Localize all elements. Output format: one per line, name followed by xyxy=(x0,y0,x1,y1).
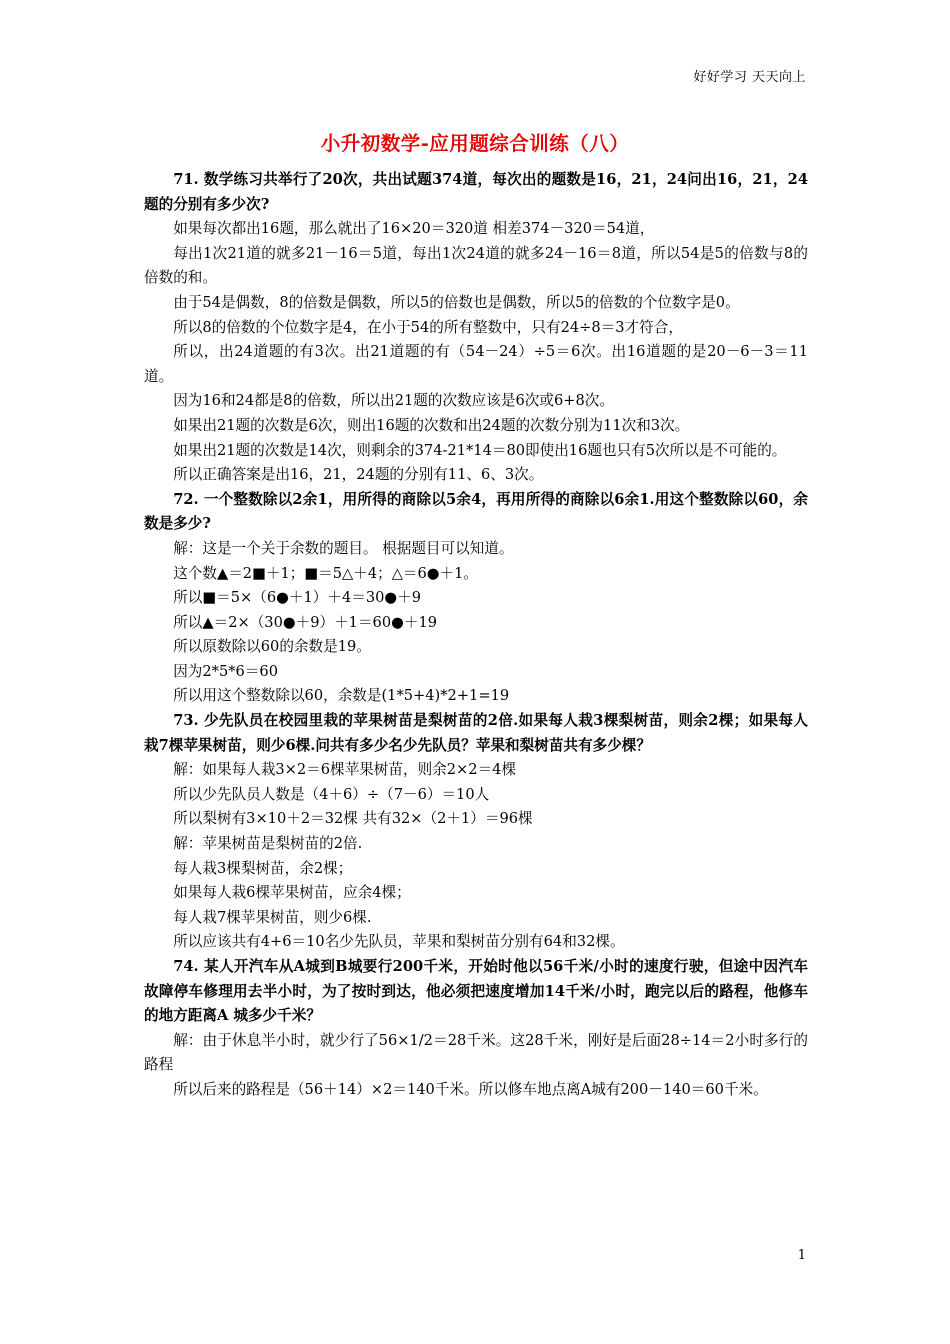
answer-paragraph: 所以梨树有3×10＋2＝32棵 共有32×（2＋1）＝96棵 xyxy=(173,810,533,828)
answer-paragraph: 所以少先队员人数是（4＋6）÷（7－6）＝10人 xyxy=(173,785,490,803)
question-paragraph: 74. 某人开汽车从A城到B城要行200千米，开始时他以56千米/小时的速度行驶，但途中因汽车故障停车修理用去半小时，为了按时到达，他必须把速度增加14千米/小时，跑完以后的路程，他修车的地方距离A 城多少千米？ xyxy=(144,958,808,1025)
question-paragraph: 72. 一个整数除以2余1，用所得的商除以5余4，再用所得的商除以6余1.用这个整数除以60，余数是多少? xyxy=(144,490,808,533)
answer-paragraph: 因为2*5*6＝60 xyxy=(173,662,278,680)
document-title: 小升初数学-应用题综合训练（八） xyxy=(320,132,630,155)
answer-paragraph: 因为16和24都是8的倍数，所以出21题的次数应该是6次或6+8次。 xyxy=(173,392,614,410)
answer-paragraph: 所以正确答案是出16，21，24题的分别有11、6、3次。 xyxy=(173,466,544,484)
answer-paragraph: 每人栽3棵梨树苗，余2棵； xyxy=(173,859,353,877)
answer-paragraph: 每人栽7棵苹果树苗，则少6棵. xyxy=(173,908,372,926)
page-number: 1 xyxy=(797,1248,806,1263)
answer-paragraph: 解：这是一个关于余数的题目。 根据题目可以知道。 xyxy=(173,539,514,557)
answer-paragraph: 所以▲＝2×（30●＋9）＋1＝60●＋19 xyxy=(173,613,438,631)
question-paragraph: 73. 少先队员在校园里栽的苹果树苗是梨树苗的2倍.如果每人栽3棵梨树苗，则余2棵；如果每人栽7棵苹果树苗，则少6棵.问共有多少名少先队员？苹果和梨树苗共有多少棵？ xyxy=(144,712,808,754)
answer-paragraph: 如果每次都出16题，那么就出了16×20＝320道 相差374－320＝54道， xyxy=(173,220,655,238)
answer-paragraph: 如果每人栽6棵苹果树苗，应余4棵； xyxy=(173,884,411,902)
answer-paragraph: 所以，出24道题的有3次。出21道题的有（54－24）÷5＝6次。出16道题的是20－6－3＝11道。 xyxy=(144,343,808,385)
answer-paragraph: 如果出21题的次数是6次，则出16题的次数和出24题的次数分别为11次和3次。 xyxy=(173,416,690,434)
answer-paragraph: 解：如果每人栽3×2＝6棵苹果树苗，则余2×2＝4棵 xyxy=(173,761,517,779)
question-paragraph: 71. 数学练习共举行了20次，共出试题374道，每次出的题数是16，21，24问出16，21，24题的分别有多少次? xyxy=(144,171,808,213)
answer-paragraph: 所以■＝5×（6●＋1）＋4＝30●＋9 xyxy=(173,589,422,607)
answer-paragraph: 所以用这个整数除以60，余数是(1*5+4)*2+1=19 xyxy=(173,687,510,705)
answer-paragraph: 解：由于休息半小时，就少行了56×1/2＝28千米。这28千米，刚好是后面28÷14＝2小时多行的路程 xyxy=(144,1031,808,1074)
answer-paragraph: 所以原数除以60的余数是19。 xyxy=(173,638,371,656)
answer-paragraph: 这个数▲＝2■＋1；■＝5△＋4；△＝6●＋1。 xyxy=(173,564,479,582)
answer-paragraph: 解：苹果树苗是梨树苗的2倍. xyxy=(173,835,363,853)
document-body xyxy=(144,168,808,1103)
header-motto: 好好学习 天天向上 xyxy=(693,70,806,85)
answer-paragraph: 所以应该共有4+6＝10名少先队员，苹果和梨树苗分别有64和32棵。 xyxy=(173,933,625,951)
answer-paragraph: 由于54是偶数，8的倍数是偶数，所以5的倍数也是偶数，所以5的倍数的个位数字是0。 xyxy=(173,293,740,311)
answer-paragraph: 每出1次21道的就多21－16＝5道，每出1次24道的就多24－16＝8道，所以54是5的倍数与8的倍数的和。 xyxy=(144,244,808,287)
answer-paragraph: 所以8的倍数的个位数字是4，在小于54的所有整数中，只有24÷8＝3才符合， xyxy=(173,318,683,336)
answer-paragraph: 如果出21题的次数是14次，则剩余的374-21*14＝80即使出16题也只有5次所以是不可能的。 xyxy=(173,441,787,459)
answer-paragraph: 所以后来的路程是（56＋14）×2＝140千米。所以修车地点离A城有200－140＝60千米。 xyxy=(173,1080,768,1098)
